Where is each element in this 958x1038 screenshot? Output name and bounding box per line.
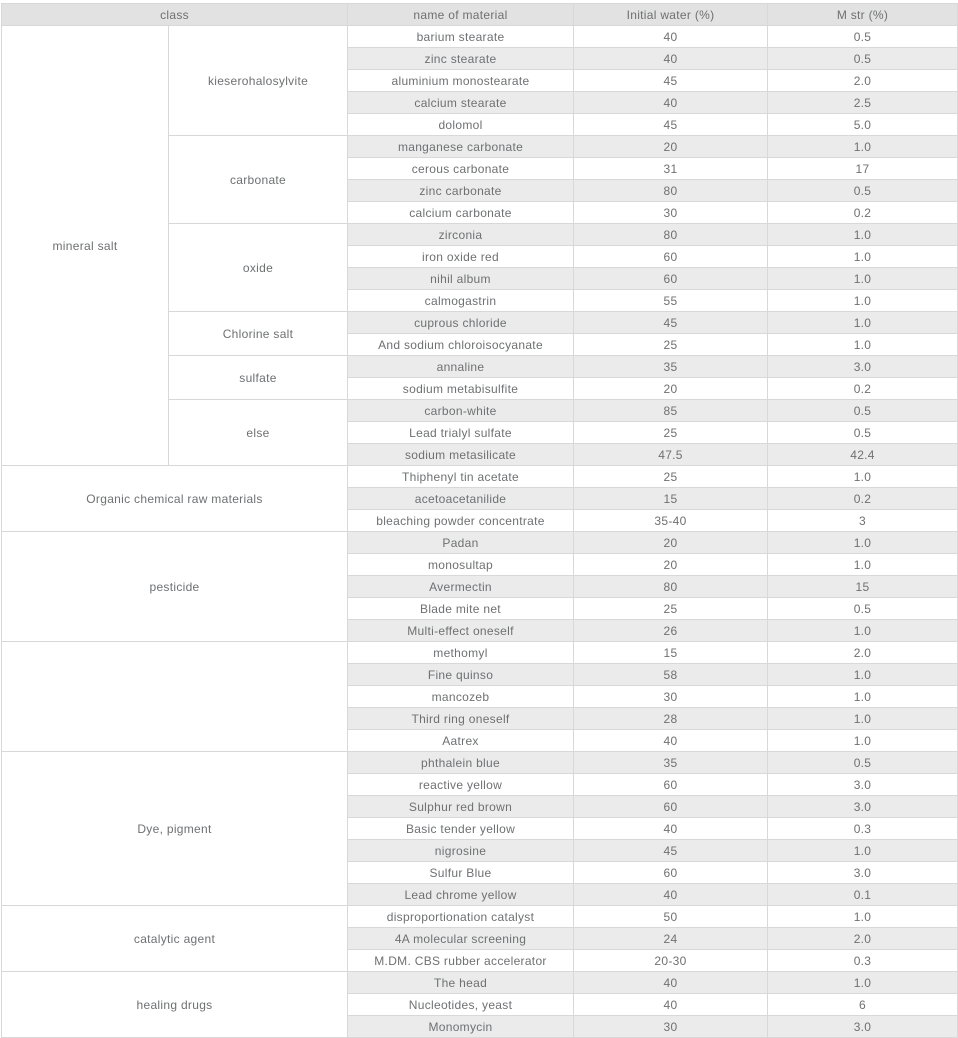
mstr-cell: 2.0 <box>768 642 958 664</box>
water-cell: 80 <box>574 576 768 598</box>
material-cell: bleaching powder concentrate <box>348 510 574 532</box>
material-cell: methomyl <box>348 642 574 664</box>
mstr-cell: 0.5 <box>768 422 958 444</box>
mstr-cell: 1.0 <box>768 136 958 158</box>
material-cell: cerous carbonate <box>348 158 574 180</box>
water-cell: 20 <box>574 378 768 400</box>
table-row <box>2 26 958 48</box>
material-cell: acetoacetanilide <box>348 488 574 510</box>
water-cell: 30 <box>574 202 768 224</box>
water-cell: 40 <box>574 994 768 1016</box>
material-cell: disproportionation catalyst <box>348 906 574 928</box>
mstr-cell: 1.0 <box>768 246 958 268</box>
water-cell: 35 <box>574 356 768 378</box>
water-cell: 20 <box>574 532 768 554</box>
material-cell: Nucleotides, yeast <box>348 994 574 1016</box>
mstr-cell: 3.0 <box>768 862 958 884</box>
material-cell: Lead trialyl sulfate <box>348 422 574 444</box>
material-cell: Third ring oneself <box>348 708 574 730</box>
material-cell: barium stearate <box>348 26 574 48</box>
mstr-cell: 1.0 <box>768 334 958 356</box>
material-cell: zirconia <box>348 224 574 246</box>
material-cell: Thiphenyl tin acetate <box>348 466 574 488</box>
mstr-cell: 3.0 <box>768 774 958 796</box>
material-cell: mancozeb <box>348 686 574 708</box>
water-cell: 40 <box>574 26 768 48</box>
subclass-cell: oxide <box>169 224 348 312</box>
table-row <box>2 466 958 488</box>
mstr-cell: 2.0 <box>768 928 958 950</box>
material-cell: Monomycin <box>348 1016 574 1038</box>
subclass-cell: else <box>169 400 348 466</box>
mstr-cell: 1.0 <box>768 686 958 708</box>
table-row <box>2 752 958 774</box>
mstr-cell: 1.0 <box>768 730 958 752</box>
material-cell: manganese carbonate <box>348 136 574 158</box>
mstr-cell: 1.0 <box>768 224 958 246</box>
material-cell: reactive yellow <box>348 774 574 796</box>
material-cell: sodium metasilicate <box>348 444 574 466</box>
column-header-initial-water: Initial water (%) <box>574 4 768 26</box>
water-cell: 20 <box>574 554 768 576</box>
mstr-cell: 1.0 <box>768 972 958 994</box>
material-cell: iron oxide red <box>348 246 574 268</box>
water-cell: 60 <box>574 774 768 796</box>
water-cell: 40 <box>574 972 768 994</box>
material-cell: Padan <box>348 532 574 554</box>
class-cell: pesticide <box>2 532 348 642</box>
mstr-cell: 0.2 <box>768 488 958 510</box>
mstr-cell: 42.4 <box>768 444 958 466</box>
water-cell: 60 <box>574 796 768 818</box>
water-cell: 40 <box>574 818 768 840</box>
water-cell: 30 <box>574 1016 768 1038</box>
mstr-cell: 3 <box>768 510 958 532</box>
water-cell: 25 <box>574 598 768 620</box>
mstr-cell: 0.5 <box>768 598 958 620</box>
water-cell: 60 <box>574 862 768 884</box>
mstr-cell: 3.0 <box>768 1016 958 1038</box>
materials-table <box>1 3 958 1038</box>
mstr-cell: 1.0 <box>768 312 958 334</box>
mstr-cell: 0.3 <box>768 950 958 972</box>
mstr-cell: 0.5 <box>768 180 958 202</box>
mstr-cell: 0.3 <box>768 818 958 840</box>
mstr-cell: 1.0 <box>768 466 958 488</box>
material-cell: annaline <box>348 356 574 378</box>
table-header <box>2 4 958 26</box>
material-cell: calcium stearate <box>348 92 574 114</box>
class-cell: Organic chemical raw materials <box>2 466 348 532</box>
material-cell: sodium metabisulfite <box>348 378 574 400</box>
material-cell: Sulphur red brown <box>348 796 574 818</box>
header-row <box>2 4 958 26</box>
material-cell: The head <box>348 972 574 994</box>
mstr-cell: 5.0 <box>768 114 958 136</box>
table-row <box>2 642 958 664</box>
material-cell: cuprous chloride <box>348 312 574 334</box>
mstr-cell: 0.5 <box>768 48 958 70</box>
table-body <box>2 26 958 1038</box>
mstr-cell: 1.0 <box>768 708 958 730</box>
water-cell: 45 <box>574 70 768 92</box>
material-cell: nigrosine <box>348 840 574 862</box>
water-cell: 85 <box>574 400 768 422</box>
material-cell: dolomol <box>348 114 574 136</box>
material-cell: Multi-effect oneself <box>348 620 574 642</box>
water-cell: 25 <box>574 334 768 356</box>
mstr-cell: 0.5 <box>768 752 958 774</box>
water-cell: 80 <box>574 224 768 246</box>
material-cell: calcium carbonate <box>348 202 574 224</box>
subclass-cell: Chlorine salt <box>169 312 348 356</box>
column-header-material: name of material <box>348 4 574 26</box>
material-cell: zinc stearate <box>348 48 574 70</box>
water-cell: 26 <box>574 620 768 642</box>
material-cell: 4A molecular screening <box>348 928 574 950</box>
table-row <box>2 532 958 554</box>
water-cell: 28 <box>574 708 768 730</box>
water-cell: 20-30 <box>574 950 768 972</box>
material-cell: zinc carbonate <box>348 180 574 202</box>
mstr-cell: 3.0 <box>768 356 958 378</box>
material-cell: And sodium chloroisocyanate <box>348 334 574 356</box>
material-cell: nihil album <box>348 268 574 290</box>
subclass-cell: kieserohalosylvite <box>169 26 348 136</box>
water-cell: 35-40 <box>574 510 768 532</box>
material-cell: aluminium monostearate <box>348 70 574 92</box>
material-cell: Basic tender yellow <box>348 818 574 840</box>
mstr-cell: 0.1 <box>768 884 958 906</box>
material-cell: M.DM. CBS rubber accelerator <box>348 950 574 972</box>
mstr-cell: 1.0 <box>768 664 958 686</box>
column-header-class: class <box>2 4 348 26</box>
water-cell: 45 <box>574 840 768 862</box>
mstr-cell: 17 <box>768 158 958 180</box>
water-cell: 15 <box>574 488 768 510</box>
material-cell: Blade mite net <box>348 598 574 620</box>
water-cell: 45 <box>574 312 768 334</box>
water-cell: 80 <box>574 180 768 202</box>
class-cell <box>2 642 348 752</box>
material-cell: Avermectin <box>348 576 574 598</box>
column-header-m-str: M str (%) <box>768 4 958 26</box>
material-cell: Lead chrome yellow <box>348 884 574 906</box>
material-cell: calmogastrin <box>348 290 574 312</box>
water-cell: 40 <box>574 92 768 114</box>
mstr-cell: 15 <box>768 576 958 598</box>
water-cell: 55 <box>574 290 768 312</box>
water-cell: 45 <box>574 114 768 136</box>
table-row <box>2 906 958 928</box>
mstr-cell: 1.0 <box>768 290 958 312</box>
material-cell: phthalein blue <box>348 752 574 774</box>
mstr-cell: 1.0 <box>768 906 958 928</box>
water-cell: 58 <box>574 664 768 686</box>
subclass-cell: sulfate <box>169 356 348 400</box>
mstr-cell: 1.0 <box>768 268 958 290</box>
water-cell: 31 <box>574 158 768 180</box>
material-cell: Sulfur Blue <box>348 862 574 884</box>
mstr-cell: 3.0 <box>768 796 958 818</box>
material-cell: monosultap <box>348 554 574 576</box>
mstr-cell: 1.0 <box>768 620 958 642</box>
water-cell: 25 <box>574 422 768 444</box>
subclass-cell: carbonate <box>169 136 348 224</box>
mstr-cell: 2.5 <box>768 92 958 114</box>
mstr-cell: 1.0 <box>768 554 958 576</box>
mstr-cell: 0.5 <box>768 26 958 48</box>
material-cell: Aatrex <box>348 730 574 752</box>
class-cell: Dye, pigment <box>2 752 348 906</box>
water-cell: 40 <box>574 48 768 70</box>
water-cell: 50 <box>574 906 768 928</box>
water-cell: 24 <box>574 928 768 950</box>
water-cell: 60 <box>574 268 768 290</box>
water-cell: 30 <box>574 686 768 708</box>
water-cell: 60 <box>574 246 768 268</box>
mstr-cell: 0.5 <box>768 400 958 422</box>
water-cell: 40 <box>574 884 768 906</box>
mstr-cell: 1.0 <box>768 532 958 554</box>
water-cell: 20 <box>574 136 768 158</box>
mstr-cell: 2.0 <box>768 70 958 92</box>
class-cell: healing drugs <box>2 972 348 1038</box>
water-cell: 47.5 <box>574 444 768 466</box>
class-cell: catalytic agent <box>2 906 348 972</box>
table-row <box>2 972 958 994</box>
mstr-cell: 0.2 <box>768 378 958 400</box>
water-cell: 40 <box>574 730 768 752</box>
mstr-cell: 0.2 <box>768 202 958 224</box>
mstr-cell: 1.0 <box>768 840 958 862</box>
water-cell: 35 <box>574 752 768 774</box>
water-cell: 25 <box>574 466 768 488</box>
material-cell: Fine quinso <box>348 664 574 686</box>
water-cell: 15 <box>574 642 768 664</box>
material-cell: carbon-white <box>348 400 574 422</box>
mstr-cell: 6 <box>768 994 958 1016</box>
class-cell: mineral salt <box>2 26 169 466</box>
